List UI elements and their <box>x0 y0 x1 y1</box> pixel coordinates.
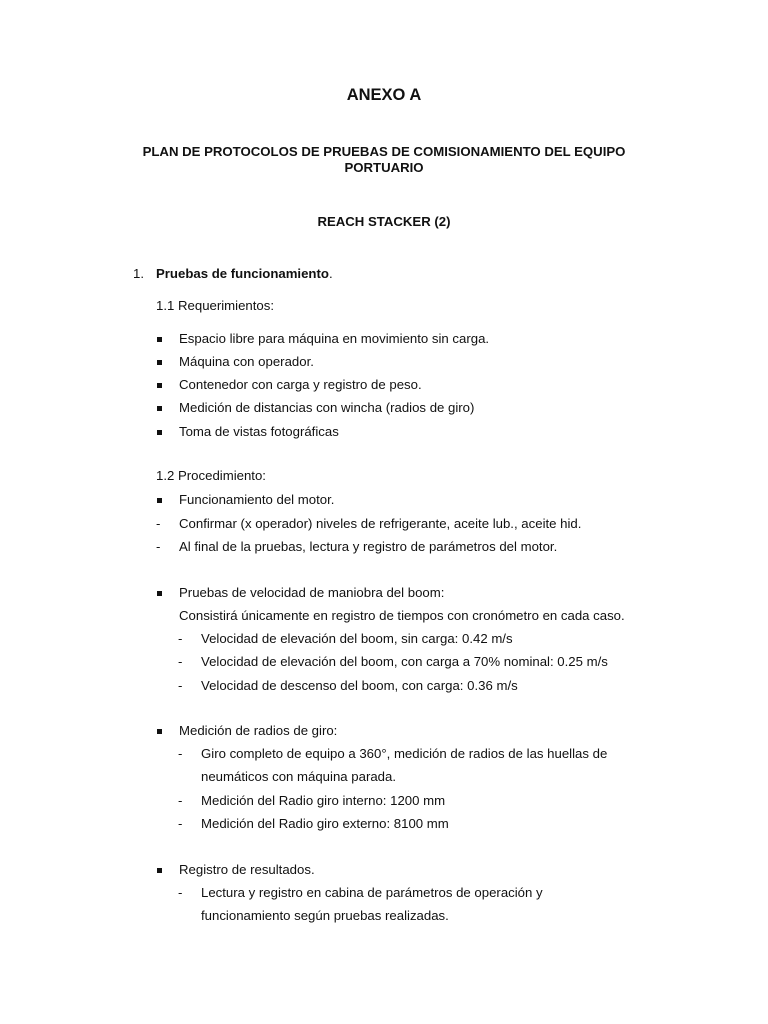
dash-icon: - <box>178 793 183 808</box>
boom-title: Pruebas de velocidad de maniobra del boom: <box>179 585 445 600</box>
boom-item: Velocidad de descenso del boom, con carga: 0.36 m/s <box>201 678 518 693</box>
requirements-heading: 1.1 Requerimientos: <box>156 298 275 313</box>
requirement-item: Contenedor con carga y registro de peso. <box>179 377 422 392</box>
dash-icon: - <box>178 654 183 669</box>
boom-item: Velocidad de elevación del boom, con carga a 70% nominal: 0.25 m/s <box>201 654 608 669</box>
dash-icon: - <box>156 516 161 531</box>
dash-icon: - <box>156 539 161 554</box>
bullet-icon <box>157 383 162 388</box>
results-item-line2: funcionamiento según pruebas realizadas. <box>201 908 449 923</box>
bullet-icon <box>157 360 162 365</box>
motor-item: Al final de la pruebas, lectura y registro de parámetros del motor. <box>179 539 558 554</box>
results-item-line1: Lectura y registro en cabina de parámetros de operación y <box>201 885 543 900</box>
bullet-icon <box>157 729 162 734</box>
radius-item: Medición del Radio giro externo: 8100 mm <box>201 816 449 831</box>
requirement-item: Espacio libre para máquina en movimiento sin carga. <box>179 331 490 346</box>
radius-item: Medición del Radio giro interno: 1200 mm <box>201 793 446 808</box>
equipment-title: REACH STACKER (2) <box>317 214 451 229</box>
bullet-icon <box>157 591 162 596</box>
dash-icon: - <box>178 816 183 831</box>
dash-icon: - <box>178 678 183 693</box>
dash-icon: - <box>178 631 183 646</box>
requirement-item: Máquina con operador. <box>179 354 314 369</box>
motor-title: Funcionamiento del motor. <box>179 492 335 507</box>
motor-item: Confirmar (x operador) niveles de refrigerante, aceite lub., aceite hid. <box>179 516 582 531</box>
bullet-icon <box>157 430 162 435</box>
plan-title-line2: PORTUARIO <box>344 160 424 175</box>
bullet-icon <box>157 868 162 873</box>
dash-icon: - <box>178 885 183 900</box>
bullet-icon <box>157 337 162 342</box>
annex-title: ANEXO A <box>346 86 422 104</box>
dash-icon: - <box>178 746 183 761</box>
procedure-heading: 1.2 Procedimiento: <box>156 468 266 483</box>
section-number: 1. <box>133 266 144 281</box>
requirement-item: Toma de vistas fotográficas <box>179 424 339 439</box>
section-title <box>156 266 333 281</box>
results-title: Registro de resultados. <box>179 862 315 877</box>
plan-title-line1: PLAN DE PROTOCOLOS DE PRUEBAS DE COMISIONAMIENTO DEL EQUIPO <box>142 144 626 159</box>
boom-item: Velocidad de elevación del boom, sin carga: 0.42 m/s <box>201 631 513 646</box>
radius-title: Medición de radios de giro: <box>179 723 338 738</box>
section-title-text: Pruebas de funcionamiento <box>156 266 329 281</box>
section-title-period: . <box>328 266 333 281</box>
radius-item-line2: neumáticos con máquina parada. <box>201 769 397 784</box>
boom-note: Consistirá únicamente en registro de tiempos con cronómetro en cada caso. <box>179 608 625 623</box>
radius-item-line1: Giro completo de equipo a 360°, medición de radios de las huellas de <box>201 746 608 761</box>
bullet-icon <box>157 406 162 411</box>
bullet-icon <box>157 498 162 503</box>
requirement-item: Medición de distancias con wincha (radios de giro) <box>179 400 475 415</box>
